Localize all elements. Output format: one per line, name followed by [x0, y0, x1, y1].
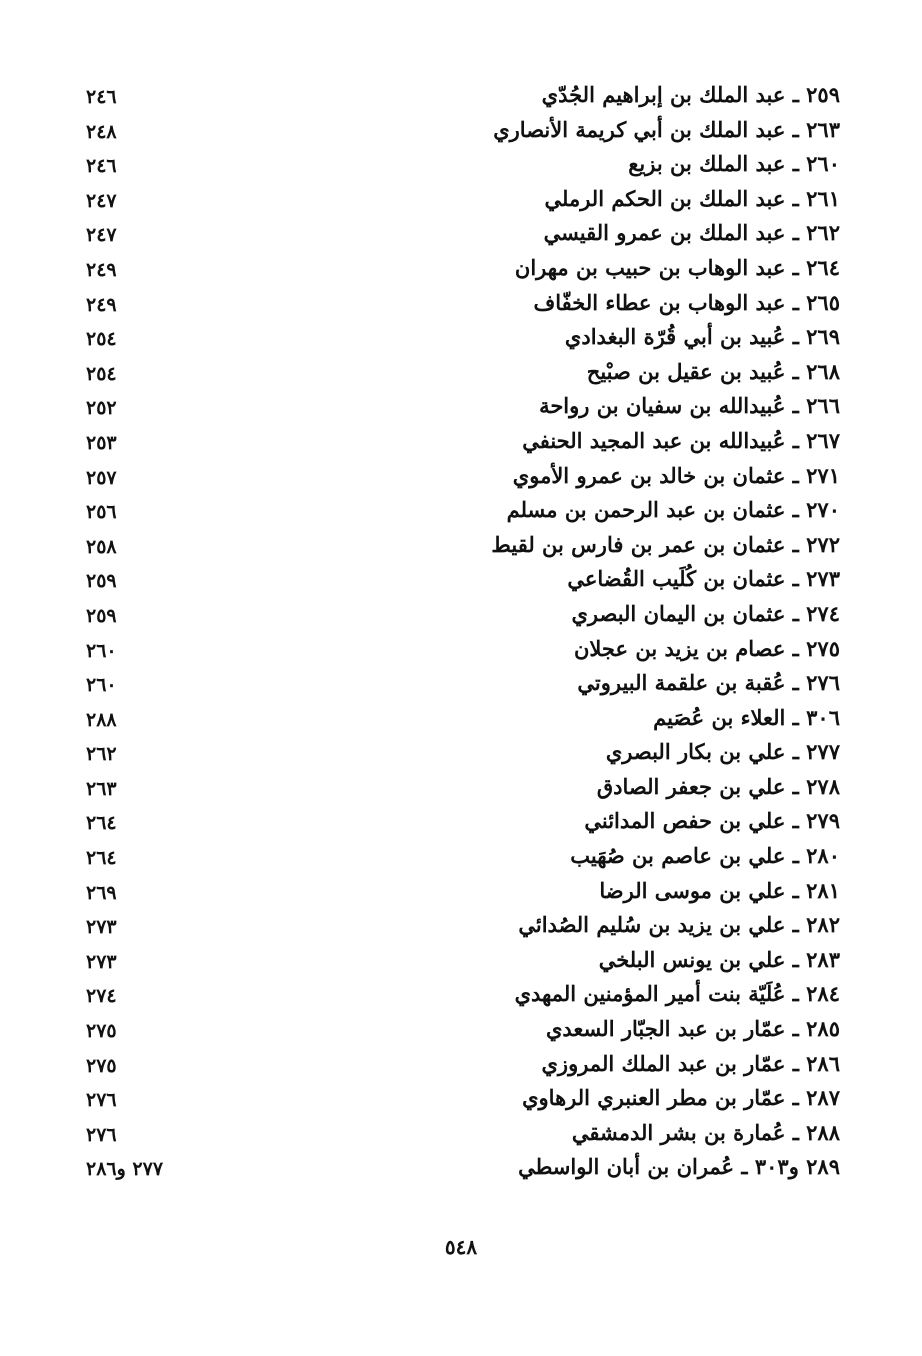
index-entry-name: ٣٠٦ ـ العلاء بن عُصَيم: [653, 704, 840, 730]
index-row: [80, 1047, 840, 1082]
index-row: [80, 459, 840, 494]
index-row: [80, 78, 840, 113]
index-entry-page: ٢٧٤: [86, 985, 117, 1008]
index-entry-page: ٢٤٧: [86, 224, 117, 247]
index-entry-name: ٢٧٥ ـ عصام بن يزيد بن عجلان: [573, 635, 840, 661]
index-entry-name: ٢٧٩ ـ علي بن حفص المدائني: [584, 808, 840, 834]
index-entry-name: ٢٨٤ ـ عُلَيّة بنت أمير المؤمنين المهدي: [514, 981, 840, 1007]
index-row: [80, 320, 840, 355]
index-entry-page: ٢٦٠: [86, 639, 117, 662]
index-entry-name: ٢٨٦ ـ عمّار بن عبد الملك المروزي: [541, 1050, 840, 1076]
index-row: [80, 1150, 840, 1185]
index-entry-name: ٢٧٠ ـ عثمان بن عبد الرحمن بن مسلم: [506, 497, 840, 523]
index-entry-name: ٢٦٧ ـ عُبيدالله بن عبد المجيد الحنفي: [522, 427, 840, 453]
index-entry-page: ٢٤٧: [86, 189, 117, 212]
index-entry-name: ٢٧٦ ـ عُقبة بن علقمة البيروتي: [577, 670, 840, 696]
index-entry-name: ٢٦٠ ـ عبد الملك بن بزيع: [628, 151, 840, 177]
index-entry-name: ٢٨٧ ـ عمّار بن مطر العنبري الرهاوي: [522, 1085, 840, 1111]
index-row: [80, 493, 840, 528]
index-entry-page: ٢٥٣: [86, 431, 117, 454]
index-entry-page: ٢٧٣: [86, 916, 117, 939]
index-row: [80, 908, 840, 943]
index-row: [80, 839, 840, 874]
index-entry-name: ٢٨٣ ـ علي بن يونس البلخي: [598, 946, 840, 972]
index-row: [80, 286, 840, 321]
index-entry-name: ٢٥٩ ـ عبد الملك بن إبراهيم الجُدّي: [541, 82, 840, 107]
index-row: [80, 424, 840, 459]
index-entry-page: ٢٦٠: [86, 674, 117, 697]
index-row: [80, 182, 840, 217]
index-entry-page: ٢٧٦: [86, 1123, 117, 1146]
index-entry-page: ٢٥٤: [86, 328, 117, 351]
index-entry-page: ٢٧٣: [86, 950, 117, 973]
index-entry-page: ٢٦٢: [86, 743, 117, 766]
index-entry-name: ٢٨٠ ـ علي بن عاصم بن صُهَيب: [570, 843, 840, 869]
index-row: [80, 977, 840, 1012]
index-entry-name: ٢٦٢ ـ عبد الملك بن عمرو القيسي: [543, 220, 840, 246]
index-entry-name: ٢٨٩ و٣٠٣ ـ عُمران بن أبان الواسطي: [518, 1154, 840, 1180]
index-entry-name: ٢٧٨ ـ علي بن جعفر الصادق: [596, 773, 840, 799]
index-row: [80, 632, 840, 667]
index-row: [80, 389, 840, 424]
index-entry-name: ٢٦٥ ـ عبد الوهاب بن عطاء الخفّاف: [533, 289, 840, 315]
index-row: [80, 701, 840, 736]
index-entry-page: ٢٥٧: [86, 466, 117, 489]
index-entry-page: ٢٤٦: [86, 155, 117, 178]
page-number: ٥٤٨: [444, 1235, 478, 1259]
index-entry-name: ٢٦١ ـ عبد الملك بن الحكم الرملي: [544, 185, 840, 211]
index-entry-name: ٢٧٤ ـ عثمان بن اليمان البصري: [571, 600, 840, 626]
index-entry-page: ٢٦٤: [86, 847, 117, 870]
index-entry-name: ٢٧٧ ـ علي بن بكار البصري: [605, 739, 840, 765]
index-row: [80, 874, 840, 909]
index-entry-name: ٢٨٨ ـ عُمارة بن بشر الدمشقي: [571, 1119, 840, 1145]
index-row: [80, 113, 840, 148]
index-row: [80, 943, 840, 978]
index-row: [80, 1116, 840, 1151]
index-entry-page: ٢٥٨: [86, 535, 117, 558]
index-entry-name: ٢٦٤ ـ عبد الوهاب بن حبيب بن مهران: [514, 254, 840, 280]
index-entry-page: ٢٥٦: [86, 501, 117, 524]
index-row: [80, 804, 840, 839]
index-list: [80, 78, 840, 1185]
index-row: [80, 1081, 840, 1116]
index-row: [80, 147, 840, 182]
index-entry-page: ٢٧٥: [86, 1020, 117, 1043]
index-entry-name: ٢٦٨ ـ عُبيد بن عقيل بن صبْيح: [586, 358, 840, 384]
index-entry-page: ٢٦٤: [86, 812, 117, 835]
index-row: [80, 1012, 840, 1047]
index-row: [80, 770, 840, 805]
index-entry-page: ٢٧٦: [86, 1089, 117, 1112]
index-entry-page: ٢٥٢: [86, 397, 117, 420]
index-entry-page: ٢٤٦: [86, 86, 117, 108]
index-entry-name: ٢٧٣ ـ عثمان بن كُلَيب القُضاعي: [567, 566, 840, 592]
index-entry-page: ٢٤٩: [86, 293, 117, 316]
index-entry-name: ٢٧١ ـ عثمان بن خالد بن عمرو الأموي: [512, 462, 840, 488]
index-entry-name: ٢٨١ ـ علي بن موسى الرضا: [599, 877, 840, 903]
index-row: [80, 562, 840, 597]
index-entry-page: ٢٨٨: [86, 708, 117, 731]
index-entry-page: ٢٤٨: [86, 120, 117, 143]
index-entry-name: ٢٧٢ ـ عثمان بن عمر بن فارس بن لقيط: [491, 531, 840, 557]
index-entry-page: ٢٥٩: [86, 570, 117, 593]
index-entry-page: ٢٥٤: [86, 362, 117, 385]
index-entry-name: ٢٦٣ ـ عبد الملك بن أبي كريمة الأنصاري: [493, 116, 840, 142]
index-row: [80, 216, 840, 251]
index-entry-page: ٢٧٥: [86, 1054, 117, 1077]
index-row: [80, 735, 840, 770]
index-row: [80, 355, 840, 390]
index-entry-page: ٢٤٩: [86, 258, 117, 281]
index-entry-name: ٢٨٢ ـ علي بن يزيد بن سُليم الصُدائي: [518, 912, 840, 938]
index-entry-page: ٢٧٧ و٢٨٦: [86, 1158, 164, 1181]
index-entry-name: ٢٨٥ ـ عمّار بن عبد الجبّار السعدي: [545, 1016, 840, 1042]
index-row: [80, 666, 840, 701]
index-entry-page: ٢٥٩: [86, 604, 117, 627]
index-row: [80, 528, 840, 563]
index-entry-page: ٢٦٣: [86, 777, 117, 800]
index-row: [80, 251, 840, 286]
index-entry-page: ٢٦٩: [86, 881, 117, 904]
index-entry-name: ٢٦٦ ـ عُبيدالله بن سفيان بن رواحة: [539, 393, 840, 419]
index-row: [80, 597, 840, 632]
index-entry-name: ٢٦٩ ـ عُبيد بن أبي قُرّة البغدادي: [564, 324, 840, 350]
